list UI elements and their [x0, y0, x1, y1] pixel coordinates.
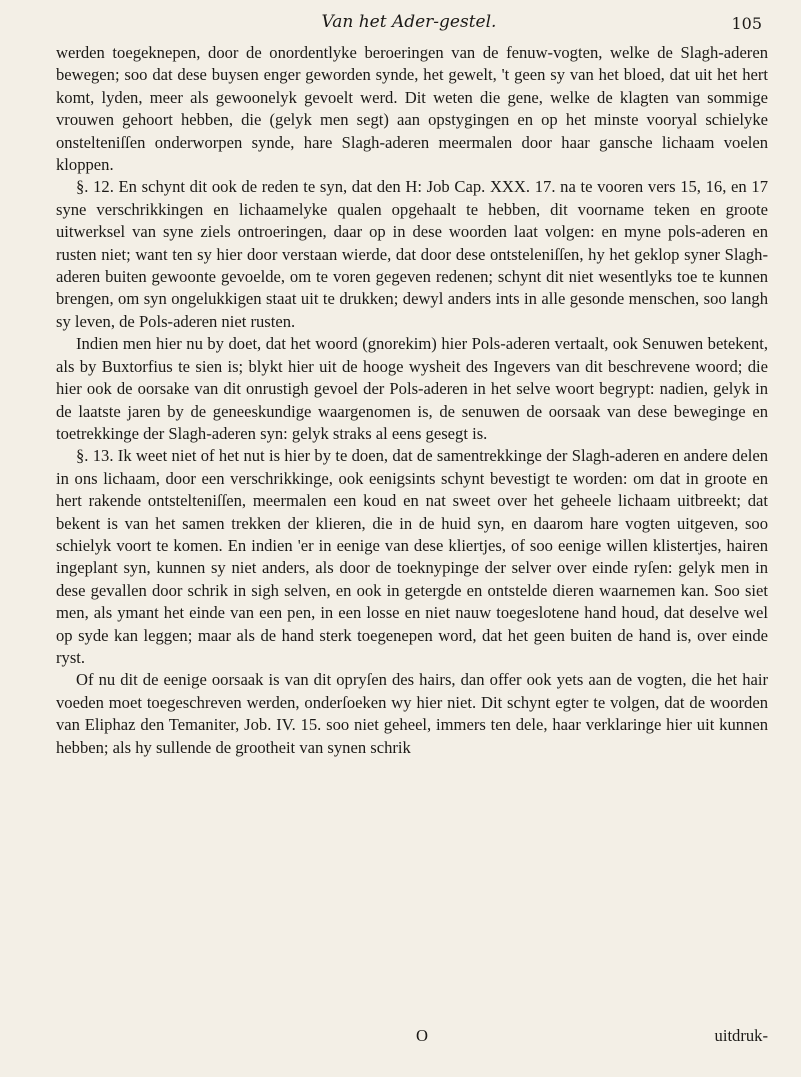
running-title: Van het Ader-gestel.: [321, 12, 497, 32]
catchword: uitdruk-: [714, 1026, 768, 1045]
paragraph-2-section-12: §. 12. En schynt dit ook de reden te syn, dat den H: Job Cap. XXX. 17. na te vooren vers 15, 16, en 17 syne verschrikkingen en lichaamelyke qualen opgehaalt te hebben, dit voorname teken en groote uitwerksel van syne ziels ontroeringen, daar op in dese woorden laat volgen: en myne pols-aderen en rusten niet; want ten sy hier door verstaan wierde, dat door dese ontsteleniſſen, hy het geklop syner Slagh-aderen buiten gewoonte gevoelde, om te voren gegeven redenen; schynt dit niet wesentlyks toe te kunnen brengen, om syn ongelukkigen staat uit te drukken; dewyl anders ints in alle gesonde menschen, soo langh sy leven, de Pols-aderen niet rusten.: [56, 177, 768, 331]
body-text: [56, 42, 768, 759]
paragraph-5: Of nu dit de eenige oorsaak is van dit opryſen des hairs, dan offer ook yets aan de vogten, die het hair voeden moet toegeschreven werden, onderſoeken wy hier niet. Dit schynt egter te volgen, dat de woorden van Eliphaz den Temaniter, Job. IV. 15. soo niet geheel, immers ten dele, haar verklaringe hier uit kunnen hebben; als hy sullende de grootheit van synen schrik: [56, 670, 768, 757]
page-footer: [56, 1026, 768, 1050]
paragraph-3: Indien men hier nu by doet, dat het woord (gnorekim) hier Pols-aderen vertaalt, ook Senuwen betekent, als by Buxtorfius te sien is; blykt hier uit de hooge wysheit des Ingevers van dit beschrevene woord; die hier ook de oorsake van dit onrustigh gevoel der Pols-aderen in het selve woort begrypt: nadien, gelyk in de laatste jaren by de geneeskundige waargenomen is, de senuwen de oorsaak van dese beweginge en toetrekkinge der Slagh-aderen syn: gelyk straks al eens gesegt is.: [56, 334, 768, 443]
paragraph-4-section-13: §. 13. Ik weet niet of het nut is hier by te doen, dat de samentrekkinge der Slagh-aderen en andere delen in ons lichaam, door een verschrikkinge, ook eenigsints schynt bevestigt te worden: om dat in groote en hert rakende ontstelteniſſen, meermalen een koud en nat sweet over het geheele lichaam uitbreekt; dat bekent is van het samen trekken der klieren, die in de huid syn, en daarom hare vogten uitgeven, soo schielyk voort te komen. En indien 'er in eenige van dese kliertjes, of soo eenige willen klistertjes, hairen ingeplant syn, kunnen sy niet anders, als door de toeknypinge der selver over einde ryſen: gelyk men in dese gevallen door schrik in sigh selven, en ook in getergde en ontstelde dieren waarnemen kan. Soo siet men, als ymant het einde van een pen, in een losse en niet nauw toegeslotene hand houd, dat deselve wel op syde kan leggen; maar als de hand sterk toegenepen word, dat het geen buiten de hand is, over einde ryst.: [56, 446, 768, 667]
paragraph-1: werden toegeknepen, door de onordentlyke beroeringen van de fenuw-vogten, welke de Slagh-aderen bewegen; soo dat dese buysen enger geworden synde, het gewelt, 't geen sy van het bloed, dat uit het hert komt, lyden, meer als gewoonelyk gevoelt werd. Dit weten die gene, welke de klagten van sommige vrouwen gehoort hebben, die (gelyk men segt) aan opstygingen en op het minste vooryal schielyke onstelteniſſen onderworpen synde, hare Slagh-aderen meermalen door haar gansche lichaam voelen kloppen.: [56, 43, 768, 175]
page-header: [56, 12, 762, 38]
page-number: 105: [731, 14, 762, 33]
signature-mark: O: [416, 1026, 428, 1045]
